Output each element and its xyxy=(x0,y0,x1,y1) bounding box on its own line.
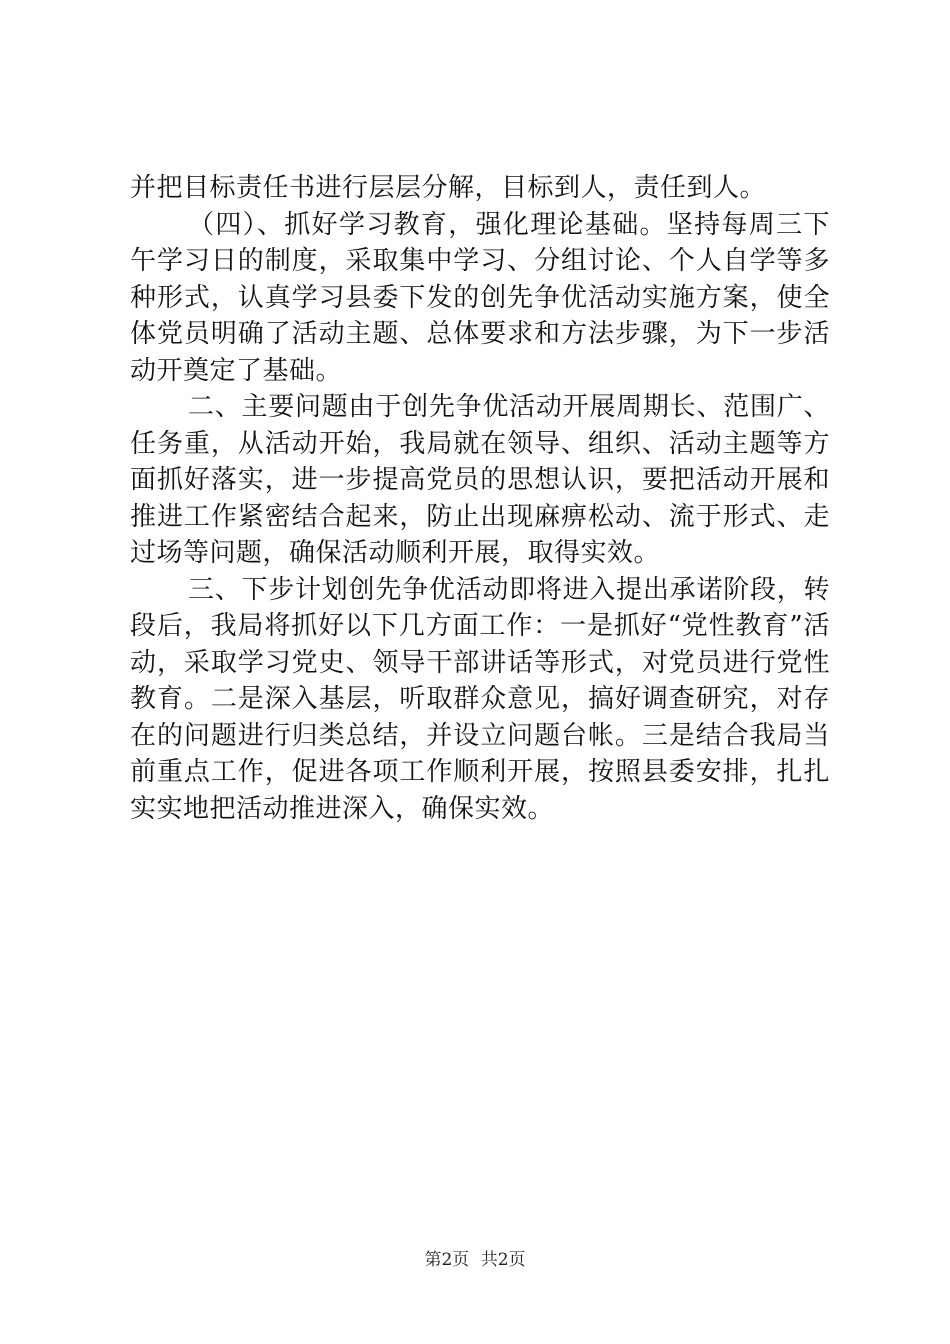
paragraph-study-education: （四）、抓好学习教育，强化理论基础。坚持每周三下午学习日的制度，采取集中学习、分组讨论、个人自学等多种形式，认真学习县委下发的创先争优活动实施方案，使全体党员明确了活动主题、总体要求和方法步骤，为下一步活动开奠定了基础。 xyxy=(130,209,830,386)
paragraph-main-problems: 二、主要问题由于创先争优活动开展周期长、范围广、任务重，从活动开始，我局就在领导、组织、活动主题等方面抓好落实，进一步提高党员的思想认识，要把活动开展和推进工作紧密结合起来，防止出现麻痹松动、流于形式、走过场等问题，确保活动顺利开展，取得实效。 xyxy=(130,392,830,568)
paragraph-next-plan: 三、下步计划创先争优活动即将进入提出承诺阶段，转段后，我局将抓好以下几方面工作：一是抓好“党性教育”活动，采取学习党史、领导干部讲话等形式，对党员进行党性教育。二是深入基层，听取群众意见，搞好调查研究，对存在的问题进行归类总结，并设立问题台帐。三是结合我局当前重点工作，促进各项工作顺利开展，按照县委安排，扎扎实实地把活动推进深入，确保实效。 xyxy=(130,574,830,824)
paragraph-continuation: 并把目标责任书进行层层分解，目标到人，责任到人。 xyxy=(130,173,767,203)
page-footer xyxy=(0,1245,950,1270)
page-total: 共2页 xyxy=(480,1250,526,1270)
document-body xyxy=(130,170,830,827)
page-number: 第2页 xyxy=(424,1250,470,1270)
